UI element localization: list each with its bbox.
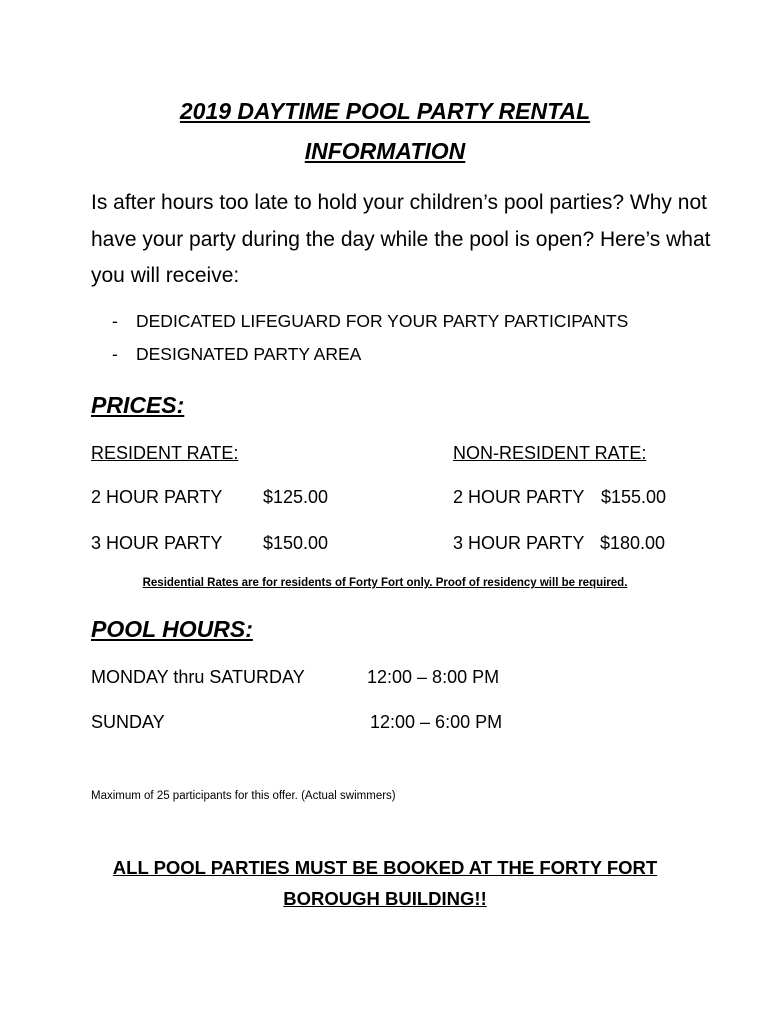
resident-price-2h: $125.00 <box>263 487 329 507</box>
title-line-1: 2019 DAYTIME POOL PARTY RENTAL <box>179 98 591 124</box>
non-resident-party-2h: 2 HOUR PARTY <box>453 487 585 507</box>
bullet-dash: - <box>112 344 118 364</box>
booking-notice-line-2: BOROUGH BUILDING!! <box>283 888 487 909</box>
pool-hours-heading: POOL HOURS: <box>91 616 253 642</box>
max-participants-note: Maximum of 25 participants for this offer. (Actual swimmers) <box>91 790 396 802</box>
title-line-2: INFORMATION <box>304 138 466 164</box>
resident-party-2h: 2 HOUR PARTY <box>91 487 223 507</box>
hours-time-sunday: 12:00 – 6:00 PM <box>370 712 503 732</box>
intro-paragraph: Is after hours too late to hold your children’s pool parties? Why not have your party during the day while the pool is open? Here’s what you will receive: <box>91 191 711 287</box>
benefit-item <box>112 344 361 365</box>
benefit-text: DEDICATED LIFEGUARD FOR YOUR PARTY PARTICIPANTS <box>136 311 629 331</box>
benefit-item <box>112 311 628 332</box>
prices-heading: PRICES: <box>91 392 185 418</box>
benefit-text: DESIGNATED PARTY AREA <box>136 344 362 364</box>
booking-notice-line-1: ALL POOL PARTIES MUST BE BOOKED AT THE FORTY FORT <box>112 857 658 878</box>
non-resident-price-2h: $155.00 <box>601 487 667 507</box>
non-resident-rate-label: NON-RESIDENT RATE: <box>453 443 647 463</box>
resident-price-3h: $150.00 <box>263 533 329 553</box>
resident-rate-label: RESIDENT RATE: <box>91 443 239 463</box>
resident-party-3h: 3 HOUR PARTY <box>91 533 223 553</box>
bullet-dash: - <box>112 311 118 331</box>
residency-note: Residential Rates are for residents of Forty Fort only. Proof of residency will be required. <box>142 577 628 589</box>
hours-time-weekday: 12:00 – 8:00 PM <box>367 667 500 687</box>
non-resident-party-3h: 3 HOUR PARTY <box>453 533 585 553</box>
hours-day-weekday: MONDAY thru SATURDAY <box>91 667 305 687</box>
non-resident-price-3h: $180.00 <box>600 533 666 553</box>
hours-day-sunday: SUNDAY <box>91 712 165 732</box>
